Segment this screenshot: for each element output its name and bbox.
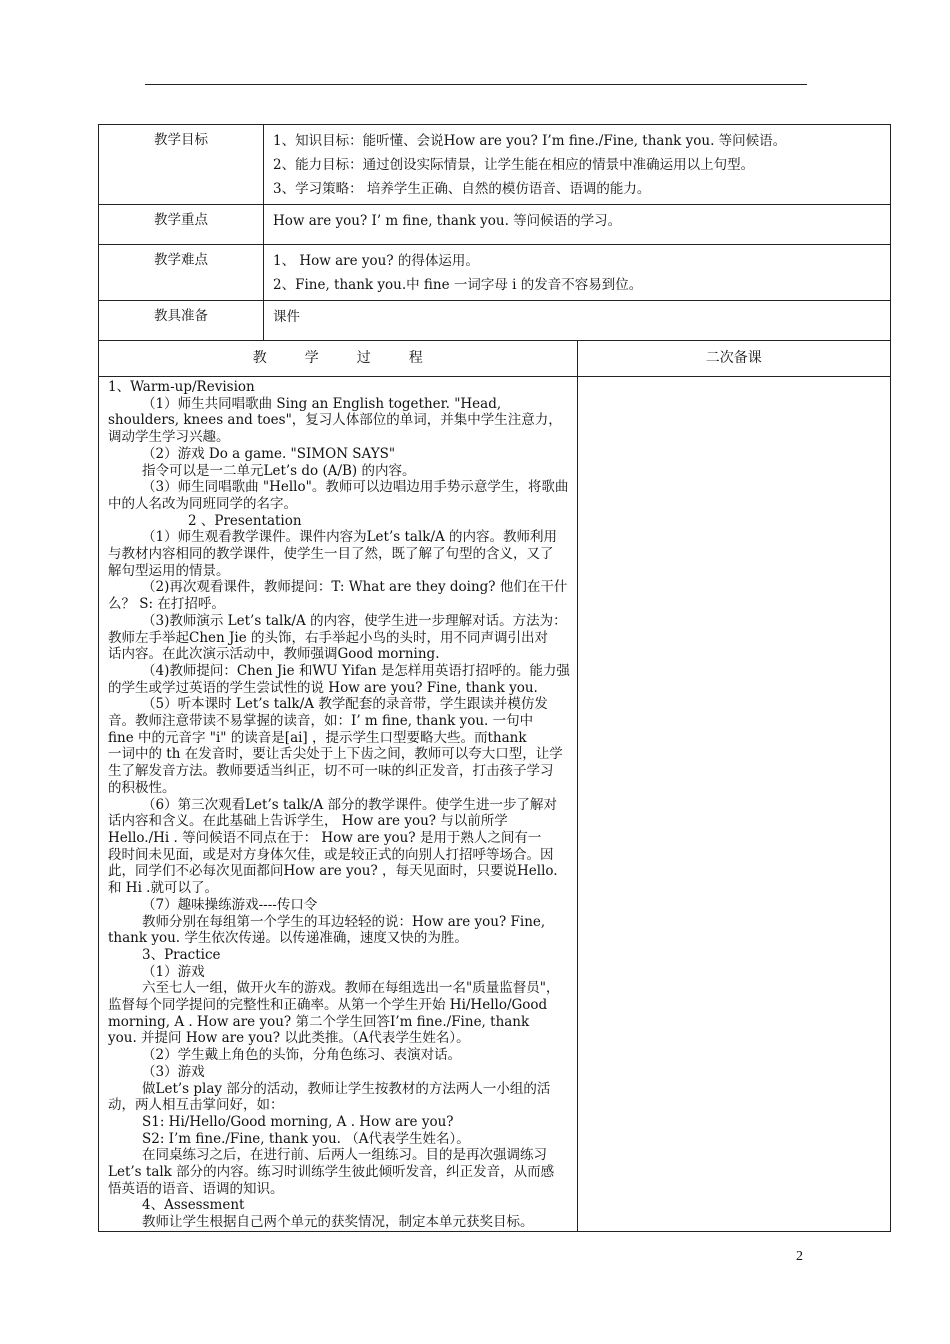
process-line: 此，同学们不必每次见面都问How are you? ，每天见面时，只要说Hello. <box>108 863 558 880</box>
content-difficulties <box>264 245 891 301</box>
process-line: （1）游戏 <box>142 963 205 980</box>
process-line: 教师分别在每组第一个学生的耳边轻轻的说：How are you? Fine, <box>142 913 546 930</box>
process-line: 与教材内容相同的教学课件，使学生一目了然，既了解了句型的含义，又了 <box>108 546 554 563</box>
process-line: 教师左手举起Chen Jie 的头饰，右手举起小鸟的头时，用不同声调引出对 <box>108 629 549 646</box>
process-line: 六至七人一组，做开火车的游戏。教师在每组选出一名"质量监督员"， <box>142 980 560 997</box>
goal-line: 1、知识目标：能听懂、会说How are you? I’m fine./Fine, thank you. 等问候语。 <box>273 133 787 149</box>
process-line: 调动学生学习兴趣。 <box>108 429 230 446</box>
process-line: 么？ S: 在打招呼。 <box>108 596 225 613</box>
process-title: 教学过程 <box>252 350 461 367</box>
process-line: 4、Assessment <box>142 1197 245 1214</box>
process-line: fine 中的元音字 "i" 的读音是[ai] ，提示学生口型要略大些。而thank <box>108 729 527 746</box>
process-line: 2 、Presentation <box>188 512 302 529</box>
process-line: S1: Hi/Hello/Good morning, A . How are you? <box>142 1113 454 1130</box>
process-line: 监督每个同学提问的完整性和正确率。从第一个学生开始 Hi/Hello/Good <box>108 997 548 1014</box>
content-key-points <box>264 205 891 245</box>
process-line: 音。教师注意带读不易掌握的读音，如：I’ m fine, thank you. 一句中 <box>108 713 534 730</box>
content-teaching-goals <box>264 125 891 205</box>
backup-notes-cell <box>577 377 891 1232</box>
process-line: （6）第三次观看Let’s talk/A 部分的教学课件。使学生进一步了解对 <box>142 796 558 813</box>
process-line: 中的人名改为同班同学的名字。 <box>108 495 297 512</box>
difficulty-line: 1、 How are you? 的得体运用。 <box>273 253 479 269</box>
process-line: 和 Hi .就可以了。 <box>108 880 218 897</box>
goal-line: 3、学习策略： 培养学生正确、自然的模仿语音、语调的能力。 <box>273 181 651 197</box>
process-line: （2)再次观看课件，教师提问：T: What are they doing? 他们在干什 <box>142 579 568 596</box>
process-line: 解句型运用的情景。 <box>108 562 230 579</box>
process-line: 话内容和含义。在此基础上告诉学生， How are you? 与以前所学 <box>108 813 508 830</box>
materials-text: 课件 <box>273 309 300 325</box>
row-teaching-goals <box>99 125 891 205</box>
process-line: thank you. 学生依次传递。以传递准确，速度又快的为胜。 <box>108 930 468 947</box>
process-line: 的学生或学过英语的学生尝试性的说 How are you? Fine, thank you. <box>108 679 538 696</box>
process-line: 教师让学生根据自己两个单元的获奖情况，制定本单元获奖目标。 <box>142 1214 534 1231</box>
process-line: Hello./Hi . 等问候语不同点在于： How are you? 是用于熟人之间有一 <box>108 829 542 846</box>
label-teaching-goals: 教学目标 <box>99 125 264 205</box>
process-line: （5）听本课时 Let’s talk/A 教学配套的录音带，学生跟读并模仿发 <box>142 696 548 713</box>
process-line: shoulders, knees and toes"，复习人体部位的单词，并集中学生注意力， <box>108 412 562 429</box>
key-point-text: How are you? I’ m fine, thank you. 等问候语的学习。 <box>273 213 622 229</box>
process-line: 话内容。在此次演示活动中，教师强调Good morning. <box>108 646 440 663</box>
process-line: 指令可以是一二单元Let’s do (A/B) 的内容。 <box>142 462 416 479</box>
process-line: 的积极性。 <box>108 779 176 796</box>
content-materials <box>264 301 891 341</box>
process-line: （2）学生戴上角色的头饰，分角色练习、表演对话。 <box>142 1047 462 1064</box>
process-line: 3、Practice <box>142 946 221 963</box>
row-key-points <box>99 205 891 245</box>
row-process-header <box>99 341 891 377</box>
process-line: 悟英语的语音、语调的知识。 <box>108 1180 284 1197</box>
process-line: （7）趣味操练游戏----传口令 <box>142 896 318 913</box>
process-line: （4)教师提问：Chen Jie 和WU Yifan 是怎样用英语打招呼的。能力强 <box>142 662 570 679</box>
process-line: 在同桌练习之后，在进行前、后两人一组练习。目的是再次强调练习 <box>142 1147 547 1164</box>
process-line: （3）游戏 <box>142 1063 205 1080</box>
process-line: you. 并提问 How are you? 以此类推。（A代表学生姓名）。 <box>108 1030 470 1047</box>
process-line: （3）师生同唱歌曲 "Hello"。教师可以边唱边用手势示意学生，将歌曲 <box>142 479 569 496</box>
header-rule <box>145 84 807 85</box>
goal-line: 2、能力目标：通过创设实际情景，让学生能在相应的情景中准确运用以上句型。 <box>273 157 755 173</box>
difficulty-line: 2、Fine, thank you.中 fine 一词字母 i 的发音不容易到位。 <box>273 277 643 293</box>
row-difficulties <box>99 245 891 301</box>
process-line: （1）师生观看教学课件。课件内容为Let’s talk/A 的内容。教师利用 <box>142 529 558 546</box>
process-title-cell <box>99 341 578 377</box>
label-key-points: 教学重点 <box>99 205 264 245</box>
row-process-body <box>99 377 891 1232</box>
process-line: （1）师生共同唱歌曲 Sing an English together. "Head, <box>142 395 502 412</box>
label-difficulties: 教学难点 <box>99 245 264 301</box>
row-materials <box>99 301 891 341</box>
process-line: 动，两人相互击掌问好，如： <box>108 1097 284 1114</box>
process-line: 做Let’s play 部分的活动，教师让学生按教材的方法两人一小组的活 <box>142 1080 551 1097</box>
process-line: （3)教师演示 Let’s talk/A 的内容，使学生进一步理解对话。方法为： <box>142 612 567 629</box>
process-line: 生了解发音方法。教师要适当纠正，切不可一味的纠正发音，打击孩子学习 <box>108 763 554 780</box>
label-materials: 教具准备 <box>99 301 264 341</box>
process-lines <box>108 379 573 1231</box>
process-line: S2: I’m fine./Fine, thank you. （A代表学生姓名）。 <box>142 1130 470 1147</box>
lesson-plan-table <box>98 124 891 1232</box>
process-line: Let’s talk 部分的内容。练习时训练学生彼此倾听发音，纠正发音，从而感 <box>108 1164 555 1181</box>
process-line: morning, A . How are you? 第二个学生回答I’m fine./Fine, thank <box>108 1013 530 1030</box>
process-line: 一词中的 th 在发音时，要让舌尖处于上下齿之间，教师可以夸大口型，让学 <box>108 746 563 763</box>
process-line: 段时间未见面，或是对方身体欠佳，或是较正式的向别人打招呼等场合。因 <box>108 846 554 863</box>
page-number: 2 <box>796 1249 803 1264</box>
process-line: 1、Warm-up/Revision <box>108 379 255 395</box>
process-line: （2）游戏 Do a game. "SIMON SAYS" <box>142 445 396 462</box>
process-content <box>99 377 578 1232</box>
backup-title: 二次备课 <box>577 341 891 377</box>
